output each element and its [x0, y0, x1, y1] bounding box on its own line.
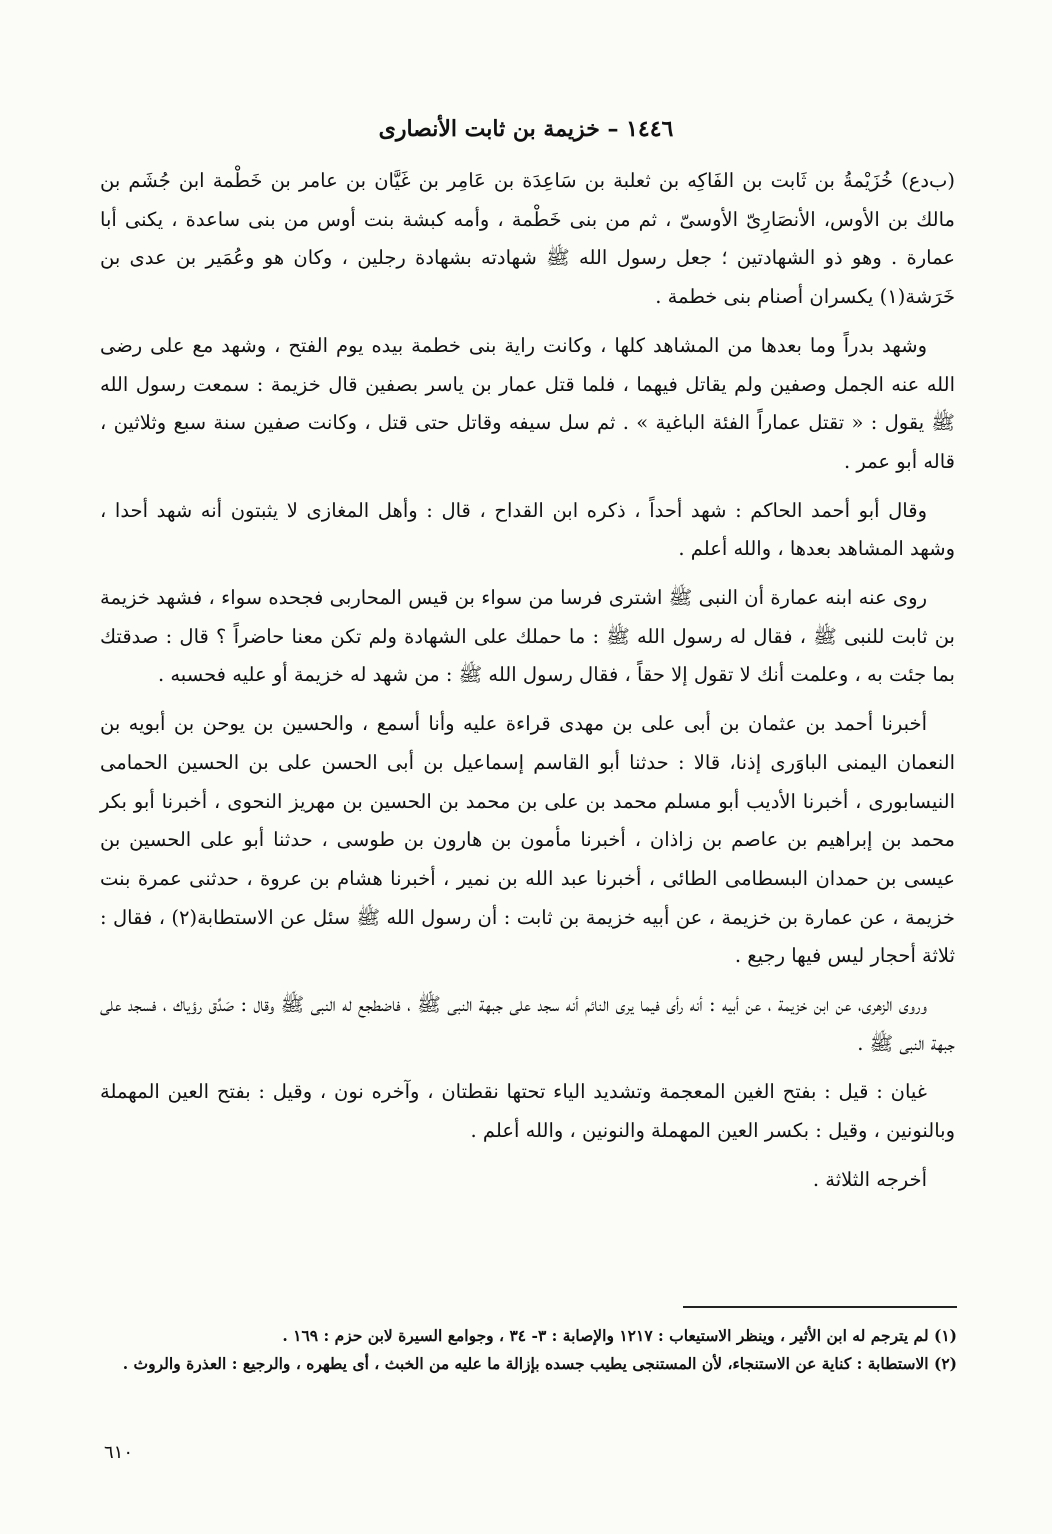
paragraph-name-note: غيان : قيل : بفتح الغين المعجمة وتشديد الياء تحتها نقطتان ، وآخره نون ، وقيل : بفتح العين المهملة وبالنونين ، وقيل : بكسر العين المهملة والنونين ، والله أعلم .	[100, 1080, 955, 1143]
paragraph-hakim: وقال أبو أحمد الحاكم : شهد أحداً ، ذكره ابن القداح ، قال : وأهل المغازى لا يثبتون أنه شهد أحدا ، وشهد المشاهد بعدها ، والله أعلم .	[100, 498, 955, 561]
footnote-1: (١) لم يترجم له ابن الأثير ، وينظر الاستيعاب : ١٢١٧ والإصابة : ٣- ٣٤ ، وجوامع السيرة لابن حزم : ١٦٩ .	[282, 1326, 957, 1345]
footnote-2: (٢) الاستطابة : كناية عن الاستنجاء، لأن المستنجى يطيب جسده بإزالة ما عليه من الخبث ، أى يطهره ، والرجيع : العذرة والروث .	[122, 1354, 957, 1373]
entry-title: ١٤٤٦ – خزيمة بن ثابت الأنصارى	[378, 116, 674, 142]
paragraph-dream: وروى الزهرى، عن ابن خزيمة ، عن أبيه : أنه رأى فيما يرى النائم أنه سجد على جبهة النبى ﷺ ، فاضطجع له النبى ﷺ وقال : صَدِّق رؤياك ، فسجد على جبهة النبى ﷺ .	[100, 993, 955, 1055]
entry-body	[100, 162, 955, 1210]
paragraph-horse-story: روى عنه ابنه عمارة أن النبى ﷺ اشترى فرسا من سواء بن قيس المحاربى فجحده سواء ، فشهد خزيمة بن ثابت للنبى ﷺ ، فقال له رسول الله ﷺ : ما حملك على الشهادة ولم تكن معنا حاضراً ؟ قال : صدقتك بما جئت به ، وعلمت أنك لا تقول إلا حقاً ، فقال رسول الله ﷺ : من شهد له خزيمة أو عليه فحسبه .	[100, 586, 955, 687]
paragraph-closing: أخرجه الثلاثة .	[812, 1167, 927, 1191]
footnote-divider	[683, 1306, 957, 1308]
paragraph-battles: وشهد بدراً وما بعدها من المشاهد كلها ، وكانت راية بنى خطمة بيده يوم الفتح ، وشهد مع على رضى الله عنه الجمل وصفين ولم يقاتل فيهما ، فلما قتل عمار بن ياسر بصفين قال خزيمة : سمعت رسول الله ﷺ يقول : « تقتل عماراً الفئة الباغية » . ثم سل سيفه وقاتل حتى قتل ، وكانت صفين سنة سبع وثلاثين ، قاله أبو عمر .	[100, 333, 955, 473]
paragraph-intro: (ب‌دع) خُزَيْمةُ بن ثَابت بن الفَاكِه بن ثعلبة بن سَاعِدَة بن عَامِر بن غَيَّان بن عامر بن خَطْمة ابن جُشَم بن مالك بن الأوس، الأنصَارِىّ الأوسىّ ، ثم من بنى خَطْمة ، وأمه كبشة بنت أوس من بنى ساعدة ، يكنى أبا عمارة . وهو ذو الشهادتين ؛ جعل رسول الله ﷺ شهادته بشهادة رجلين ، وكان هو وعُمَير بن عدى بن خَرَشة(١) يكسران أصنام بنى خطمة .	[100, 169, 955, 309]
paragraph-isnad: أخبرنا أحمد بن عثمان بن أبى على بن مهدى قراءة عليه وأنا أسمع ، والحسين بن يوحن بن أبويه بن النعمان اليمنى الباوَرى إذنا، قالا : حدثنا أبو القاسم إسماعيل بن أبى الحسن على بن الحسين الحمامى النيسابورى ، أخبرنا الأديب أبو مسلم محمد بن على بن محمد بن الحسين بن مهريز النحوى ، أخبرنا أبو بكر محمد بن إبراهيم بن عاصم بن زاذان ، أخبرنا مأمون بن هارون بن طوسى ، حدثنا أبو على الحسين بن عيسى بن حمدان البسطامى الطائى ، أخبرنا عبد الله بن نمير ، أخبرنا هشام بن عروة ، حدثنى عمرة بنت خزيمة ، عن عمارة بن خزيمة ، عن أبيه خزيمة بن ثابت : أن رسول الله ﷺ سئل عن الاستطابة(٢) ، فقال : ثلاثة أحجار ليس فيها رجيع .	[100, 712, 955, 968]
page-number: ٦١٠	[104, 1442, 134, 1463]
footnotes	[95, 1322, 957, 1378]
